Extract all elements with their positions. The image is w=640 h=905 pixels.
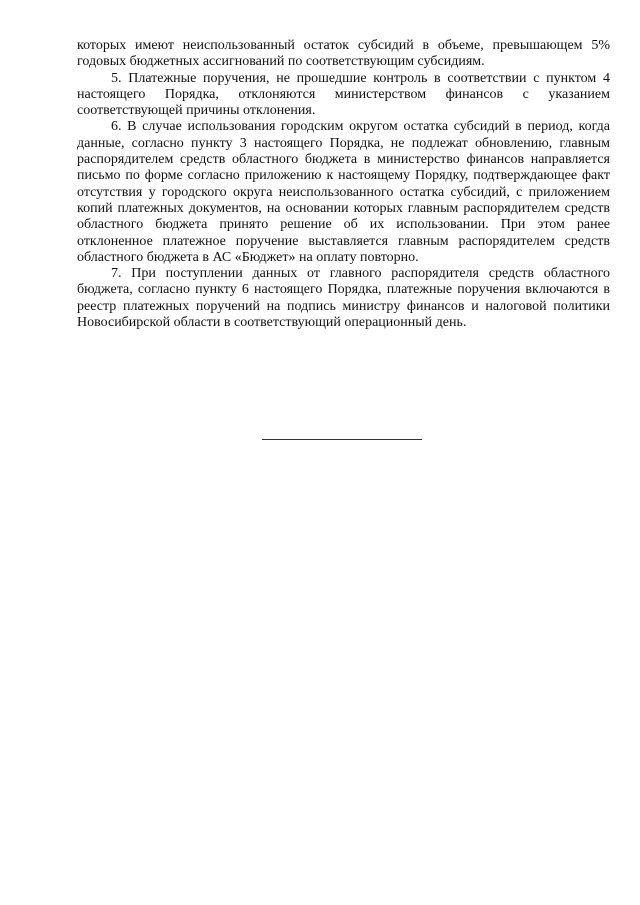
paragraph-continuation: которых имеют неиспользованный остаток субсидий в объеме, превышающем 5% годовых бюджетных ассигнований по соответствующим субсидиям. <box>77 38 610 70</box>
paragraph-7: 7. При поступлении данных от главного распорядителя средств областного бюджета, согласно пункту 6 настоящего Порядка, платежные поручения включаются в реестр платежных поручений на подпись министру финансов и налоговой политики Новосибирской области в соответствующий операционный день. <box>77 266 610 331</box>
paragraph-6: 6. В случае использования городским округом остатка субсидий в период, когда данные, согласно пункту 3 настоящего Порядка, не подлежат обновлению, главным распорядителем средств областного бюджета в министерство финансов направляется письмо по форме согласно приложению к настоящему Порядку, подтверждающее факт отсутствия у городского округа неиспользованного остатка субсидий, с приложением копий платежных документов, на основании которых главным распорядителем средств областного бюджета принято решение об их использовании. При этом ранее отклоненное платежное поручение выставляется главным распорядителем средств областного бюджета в АС «Бюджет» на оплату повторно. <box>77 119 610 265</box>
end-separator-line <box>262 439 422 440</box>
paragraph-5: 5. Платежные поручения, не прошедшие контроль в соответствии с пунктом 4 настоящего Порядка, отклоняются министерством финансов с указанием соответствующей причины отклонения. <box>77 70 610 119</box>
document-body <box>77 38 610 331</box>
